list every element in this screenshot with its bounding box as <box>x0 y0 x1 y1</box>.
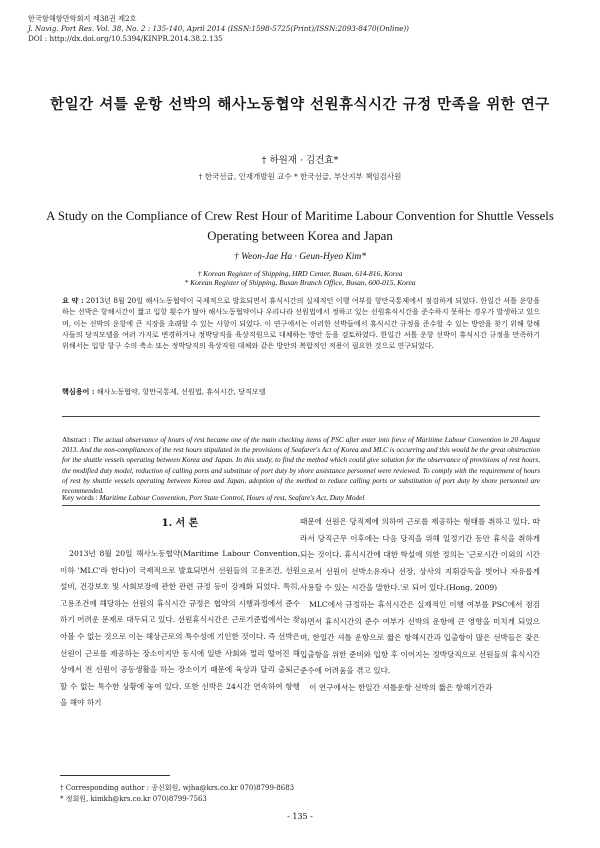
abstract-ko-text: 2013년 8월 20일 해사노동협약이 국제적으로 발효되면서 휴식시간의 실제적인 이행 여부를 항만국통제에서 점검하게 되었다. 한일간 셔틀 운항을 하는 선박은 항해시간이 짧고 입항 횟수가 많아 해사노동협약이나 우리나라 선원법에서 정하고 있는 선원휴식시간을 준수하지 못하는 경우가 발생하고 있으며, 이는 선박의 운항에 큰 지장을 초래할 수 있는 사항이 되었다. 이 연구에서는 이러한 선박들에서 휴식시간 규정을 준수할 수 있는 방안을 찾기 위해 항해사들의 당직모델을 여러 가지로 변경하거나 정박당직을 육상직원으로 대체하는 방안 등을 검토하였다. 한일간 셔틀 운항 선박이 휴식시간 규정을 만족하기 위해서는 입항 항구 수의 축소 또는 정박당직의 육상직원 대체와 같은 방안의 복합적인 적용이 필요한 것으로 연구되었다. <box>62 296 540 351</box>
keywords-ko-label: 핵심용어 : <box>62 387 95 396</box>
keywords-korean <box>62 387 540 397</box>
journal-citation: J. Navig. Port Res. Vol. 38, No. 2 : 135-140, April 2014 (ISSN:1598-5725(Print)/ISSN:2093-8470(Online)) <box>28 24 409 33</box>
abstract-korean <box>62 295 540 351</box>
affiliations-english <box>0 269 600 287</box>
keywords-ko-text: 해사노동협약, 항만국통제, 선원법, 휴식시간, 당직모델 <box>96 387 266 396</box>
section-divider <box>62 416 540 417</box>
title-korean: 한일간 셔틀 운항 선박의 해사노동협약 선원휴식시간 규정 만족을 위한 연구 <box>50 96 550 113</box>
section-title-introduction: 1. 서 론 <box>161 518 199 529</box>
authors-english: † Weon-Jae Ha · Geun-Hyeo Kim* <box>233 252 367 262</box>
keywords-english <box>62 493 540 502</box>
footnote-divider <box>60 775 170 776</box>
journal-header <box>28 14 409 44</box>
footnotes <box>60 783 294 804</box>
keywords-en-label: Key words : <box>62 493 98 502</box>
doi-link[interactable]: DOI : http://dx.doi.org/10.5394/KINPR.2014.38.2.135 <box>28 34 223 43</box>
journal-name-ko: 한국항해항만학회지 제38권 제2호 <box>28 14 137 23</box>
keywords-en-text: Maritime Labour Convention, Port State Control, Hours of rest, Seafare's Act, Duty Model <box>99 493 365 502</box>
affiliation-1: † Korean Register of Shipping, HRD Center, Busan, 614-816, Korea <box>197 269 403 278</box>
body-paragraph: 2013년 8월 20일 해사노동협약(Maritime Labour Convention, 이하 'MLC'라 한다)이 국제적으로 발효되면서 선원들의 고용조건, 선원설비, 건강보호 및 사회보장에 관한 관련 규정 등이 강제화 되었다. 특히, 고용조건에 해당하는 선원의 휴식시간 규정은 협약의 시행과정에서 준수하기 어려운 문제로 대두되고 있다. 선원휴식시간은 근로기준법에서는 찾아볼 수 없는 것으로 이는 해상근로의 특수성에 기인한 것이다. 즉 선박은 선원이 근로를 제공하는 장소이지만 동시에 일반 사회와 멀리 떨어진 해상에서 전 선원이 공동생활을 하는 장소이기 때문에 육상과 달리 출퇴근할 수 없는 특수한 상황에 놓여 있다. 또한 선박은 24시간 연속하여 항행을 해야 하기 <box>60 549 300 708</box>
affiliations-korean: † 한국선급, 인재개발원 교수 * 한국선급, 부산지부 책임검사원 <box>198 172 402 181</box>
section-divider-2 <box>62 505 540 506</box>
footnote-member: * 정회원, kimkh@krs.co.kr 070)8799-7563 <box>60 794 207 803</box>
body-left-column <box>60 516 300 712</box>
body-right-column <box>300 514 540 697</box>
authors-korean: † 하원재 · 김건효* <box>261 155 339 166</box>
abstract-en-text: The actual observance of hours of rest became one of the main checking items of PSC after enter into force of Maritime Labour Convention in 20 August 2013. And the non-compliances of the rest hours stipulated in the provisions of Seafarer's Act of Korea and MLC is occurring and this would be the great obstruction for the shuttle vessels operating between Korea and Japan. In this study, to find the method which could give solution for the observance of provisions of rest hours, the modified duty model, reduction of calling ports and substitute of port duty by shore assistance personnel were reviewed. To comply with the requirement of hours of rest by shuttle vessels operating between Korea and Japan, adoption of the method to reduce calling ports or substitution of port duty by shore personnel are recommended. <box>62 436 540 496</box>
body-paragraph: 때문에 선원은 당직제에 의하여 근로를 제공하는 형태를 취하고 있다. 따라서 당직근무 이후에는 다음 당직을 위해 일정기간 동안 휴식을 취하게 되는 것이다. 휴식시간에 대한 학설에 의한 정의는 '근로시간 이외의 시간으로서 선원이 선박소유자나 선장, 상사의 지휘감독을 벗어나 자유롭게 사용할 수 있는 시간을 말한다.'로 되어 있다.(Hong, 2009) <box>300 517 540 593</box>
abstract-english <box>62 435 540 496</box>
abstract-en-label: Abstract : <box>62 436 91 444</box>
footnote-corresponding: † Corresponding author : 종신회원, wjha@krs.co.kr 070)8799-8683 <box>60 784 295 792</box>
title-english: A Study on the Compliance of Crew Rest Hour of Maritime Labour Convention for Shuttle Vessels Operating between Korea and Japan <box>46 209 554 243</box>
affiliation-2: * Korean Register of Shipping, Busan Branch Office, Busan, 600-015, Korea <box>184 278 416 287</box>
page-number: - 135 - <box>287 812 313 821</box>
body-paragraph: MLC에서 규정하는 휴식시간은 실제적인 이행 여부를 PSC에서 점검하면서 휴식시간의 준수 여부가 선박의 운항에 큰 영향을 미치게 되었으며, 한일간 셔틀 운항으로 짧은 항해시간과 입출항이 많은 선박들은 잦은 입출항을 위한 준비와 입항 후 이어지는 정박당직으로 선원들의 휴식시간 준수에 어려움을 겪고 있다. <box>300 599 540 676</box>
abstract-ko-label: 요 약 : <box>62 296 84 305</box>
body-paragraph: 이 연구에서는 한일간 셔틀운항 선박의 짧은 항해기간과 <box>309 682 493 692</box>
